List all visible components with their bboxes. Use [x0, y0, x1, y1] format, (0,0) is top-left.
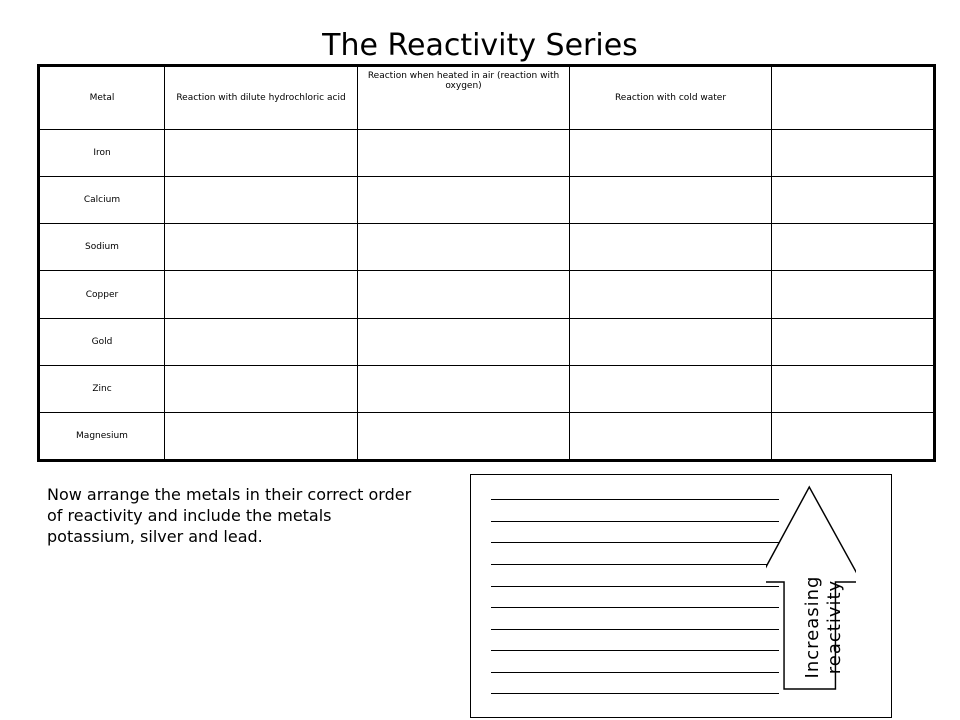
table-row	[39, 177, 935, 224]
header-heated-in-air: Reaction when heated in air (reaction with oxygen)	[358, 66, 570, 130]
answer-line[interactable]	[491, 607, 779, 608]
answer-line[interactable]	[491, 564, 779, 565]
answer-cell[interactable]	[358, 365, 570, 412]
metal-name-cell: Zinc	[39, 365, 165, 412]
arrow-label	[796, 565, 852, 689]
answer-cell[interactable]	[165, 318, 358, 365]
answer-cell[interactable]	[772, 224, 935, 271]
header-metal: Metal	[39, 66, 165, 130]
answer-cell[interactable]	[358, 130, 570, 177]
answer-cell[interactable]	[165, 365, 358, 412]
answer-cell[interactable]	[358, 271, 570, 318]
header-hydrochloric-acid: Reaction with dilute hydrochloric acid	[165, 66, 358, 130]
answer-cell[interactable]	[772, 271, 935, 318]
answer-cell[interactable]	[772, 412, 935, 460]
answer-cell[interactable]	[772, 318, 935, 365]
answer-cell[interactable]	[570, 365, 772, 412]
answer-cell[interactable]	[570, 271, 772, 318]
answer-line[interactable]	[491, 521, 779, 522]
answer-cell[interactable]	[570, 177, 772, 224]
answer-cell[interactable]	[358, 318, 570, 365]
metal-name-cell: Copper	[39, 271, 165, 318]
arrow-label-line1: Increasing	[802, 575, 823, 679]
answer-cell[interactable]	[165, 224, 358, 271]
reactivity-table	[37, 64, 936, 462]
table-row	[39, 130, 935, 177]
answer-line[interactable]	[491, 586, 779, 587]
table-row	[39, 412, 935, 460]
answer-line[interactable]	[491, 499, 779, 500]
answer-line[interactable]	[491, 693, 779, 694]
answer-cell[interactable]	[165, 412, 358, 460]
ordering-box	[470, 474, 892, 718]
instruction-text: Now arrange the metals in their correct order of reactivity and include the metals potassium, silver and lead.	[47, 485, 412, 546]
answer-line[interactable]	[491, 650, 779, 651]
metal-name-cell: Iron	[39, 130, 165, 177]
answer-cell[interactable]	[358, 177, 570, 224]
table-row	[39, 271, 935, 318]
answer-cell[interactable]	[570, 412, 772, 460]
metal-name-cell: Calcium	[39, 177, 165, 224]
answer-cell[interactable]	[165, 271, 358, 318]
metal-name-cell: Magnesium	[39, 412, 165, 460]
answer-cell[interactable]	[570, 224, 772, 271]
metal-name-cell: Gold	[39, 318, 165, 365]
arrow-label-line2: reactivity	[824, 579, 845, 675]
answer-cell[interactable]	[165, 130, 358, 177]
table-header-row	[39, 66, 935, 130]
header-blank	[772, 66, 935, 130]
answer-cell[interactable]	[772, 130, 935, 177]
answer-cell[interactable]	[570, 130, 772, 177]
answer-line[interactable]	[491, 542, 779, 543]
answer-line[interactable]	[491, 672, 779, 673]
answer-cell[interactable]	[772, 365, 935, 412]
answer-cell[interactable]	[358, 412, 570, 460]
table-row	[39, 365, 935, 412]
page-title: The Reactivity Series	[322, 28, 638, 63]
header-cold-water: Reaction with cold water	[570, 66, 772, 130]
table-row	[39, 224, 935, 271]
answer-cell[interactable]	[570, 318, 772, 365]
answer-line[interactable]	[491, 629, 779, 630]
answer-cell[interactable]	[165, 177, 358, 224]
table-row	[39, 318, 935, 365]
answer-cell[interactable]	[772, 177, 935, 224]
answer-cell[interactable]	[358, 224, 570, 271]
metal-name-cell: Sodium	[39, 224, 165, 271]
